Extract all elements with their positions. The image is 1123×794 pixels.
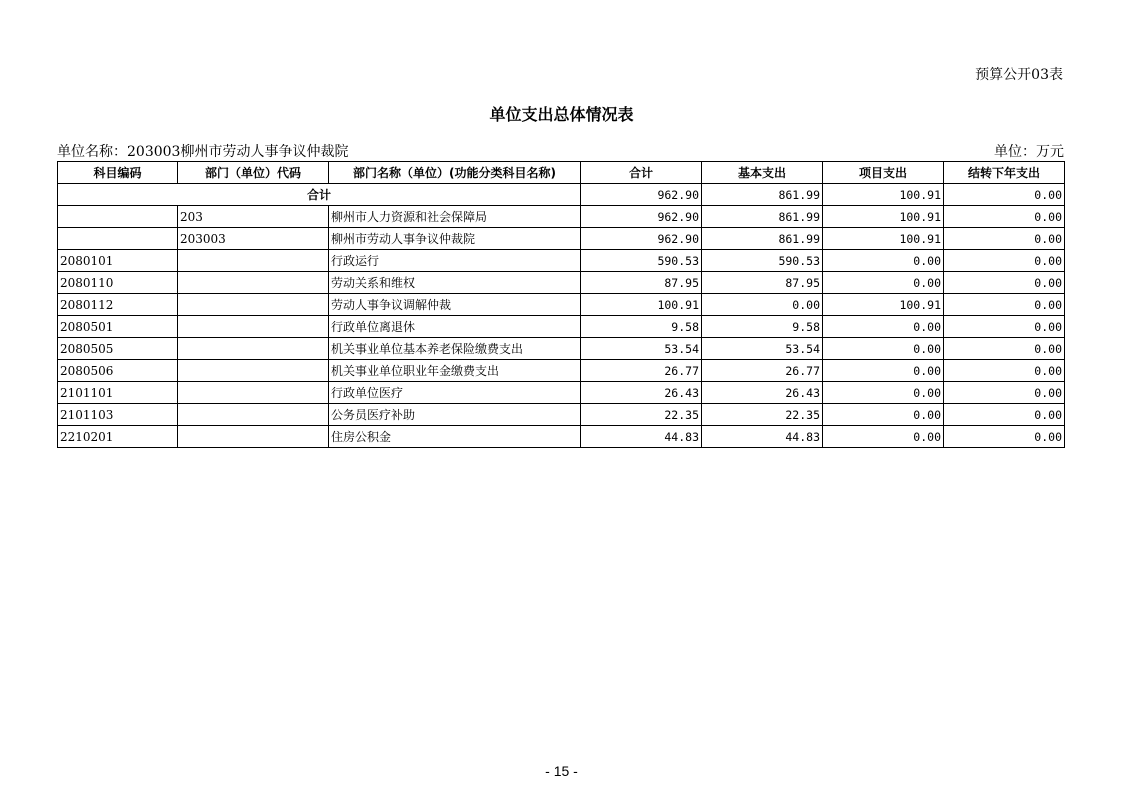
cell-subject-code: 2210201 xyxy=(58,426,178,448)
cell-carryover: 0.00 xyxy=(944,316,1065,338)
cell-total: 22.35 xyxy=(581,404,702,426)
cell-project: 0.00 xyxy=(823,338,944,360)
table-row xyxy=(58,250,1065,272)
cell-subject-code: 2080101 xyxy=(58,250,178,272)
cell-dept-code xyxy=(178,360,329,382)
cell-basic: 861.99 xyxy=(702,206,823,228)
header-dept-code: 部门（单位）代码 xyxy=(178,162,329,184)
total-row xyxy=(58,184,1065,206)
cell-dept-name: 柳州市人力资源和社会保障局 xyxy=(329,206,581,228)
cell-subject-code: 2101103 xyxy=(58,404,178,426)
cell-total: 962.90 xyxy=(581,206,702,228)
cell-total: 26.77 xyxy=(581,360,702,382)
table-row xyxy=(58,316,1065,338)
cell-carryover: 0.00 xyxy=(944,426,1065,448)
table-header-row xyxy=(58,162,1065,184)
table-row xyxy=(58,338,1065,360)
cell-basic: 9.58 xyxy=(702,316,823,338)
cell-total: 9.58 xyxy=(581,316,702,338)
cell-total: 44.83 xyxy=(581,426,702,448)
cell-basic: 22.35 xyxy=(702,404,823,426)
cell-subject-code: 2101101 xyxy=(58,382,178,404)
form-code: 预算公开03表 xyxy=(975,67,1063,83)
header-carryover: 结转下年支出 xyxy=(944,162,1065,184)
cell-carryover: 0.00 xyxy=(944,404,1065,426)
cell-basic: 861.99 xyxy=(702,228,823,250)
table-row xyxy=(58,206,1065,228)
expenditure-table xyxy=(57,161,1065,448)
cell-total: 590.53 xyxy=(581,250,702,272)
cell-subject-code: 2080506 xyxy=(58,360,178,382)
cell-carryover: 0.00 xyxy=(944,360,1065,382)
table-row xyxy=(58,294,1065,316)
cell-carryover: 0.00 xyxy=(944,338,1065,360)
cell-carryover: 0.00 xyxy=(944,382,1065,404)
cell-total: 100.91 xyxy=(581,294,702,316)
cell-basic: 590.53 xyxy=(702,250,823,272)
cell-dept-code xyxy=(178,426,329,448)
header-subject-code: 科目编码 xyxy=(58,162,178,184)
cell-dept-code xyxy=(178,382,329,404)
cell-dept-code xyxy=(178,404,329,426)
header-project: 项目支出 xyxy=(823,162,944,184)
page-number: - 15 - xyxy=(545,763,578,779)
cell-subject-code: 2080112 xyxy=(58,294,178,316)
unit-label: 单位：万元 xyxy=(994,144,1064,160)
cell-total: 962.90 xyxy=(581,228,702,250)
cell-project: 100.91 xyxy=(823,294,944,316)
cell-dept-code xyxy=(178,294,329,316)
cell-dept-code xyxy=(178,250,329,272)
cell-carryover: 0.00 xyxy=(944,228,1065,250)
cell-carryover: 0.00 xyxy=(944,294,1065,316)
cell-total: 53.54 xyxy=(581,338,702,360)
cell-basic: 53.54 xyxy=(702,338,823,360)
header-dept-name: 部门名称（单位）(功能分类科目名称) xyxy=(329,162,581,184)
cell-dept-name: 柳州市劳动人事争议仲裁院 xyxy=(329,228,581,250)
cell-dept-name: 机关事业单位基本养老保险缴费支出 xyxy=(329,338,581,360)
cell-basic: 26.77 xyxy=(702,360,823,382)
total-label: 合计 xyxy=(58,184,581,206)
cell-project: 0.00 xyxy=(823,360,944,382)
cell-subject-code: 2080110 xyxy=(58,272,178,294)
cell-dept-code xyxy=(178,316,329,338)
cell-project: 0.00 xyxy=(823,250,944,272)
header-total: 合计 xyxy=(581,162,702,184)
total-project: 100.91 xyxy=(823,184,944,206)
cell-dept-name: 住房公积金 xyxy=(329,426,581,448)
cell-dept-code xyxy=(178,272,329,294)
cell-subject-code xyxy=(58,228,178,250)
cell-basic: 87.95 xyxy=(702,272,823,294)
cell-dept-name: 行政单位医疗 xyxy=(329,382,581,404)
cell-dept-name: 机关事业单位职业年金缴费支出 xyxy=(329,360,581,382)
cell-basic: 44.83 xyxy=(702,426,823,448)
header-basic: 基本支出 xyxy=(702,162,823,184)
cell-carryover: 0.00 xyxy=(944,272,1065,294)
table-row xyxy=(58,360,1065,382)
cell-project: 0.00 xyxy=(823,426,944,448)
cell-project: 100.91 xyxy=(823,228,944,250)
cell-dept-code: 203 xyxy=(178,206,329,228)
total-carryover: 0.00 xyxy=(944,184,1065,206)
cell-dept-name: 行政运行 xyxy=(329,250,581,272)
page-title: 单位支出总体情况表 xyxy=(489,105,634,124)
cell-subject-code xyxy=(58,206,178,228)
table-row xyxy=(58,382,1065,404)
cell-subject-code: 2080501 xyxy=(58,316,178,338)
cell-subject-code: 2080505 xyxy=(58,338,178,360)
cell-project: 0.00 xyxy=(823,404,944,426)
cell-basic: 26.43 xyxy=(702,382,823,404)
cell-total: 87.95 xyxy=(581,272,702,294)
total-basic: 861.99 xyxy=(702,184,823,206)
table-row xyxy=(58,272,1065,294)
cell-dept-name: 行政单位离退休 xyxy=(329,316,581,338)
cell-dept-name: 劳动人事争议调解仲裁 xyxy=(329,294,581,316)
cell-project: 100.91 xyxy=(823,206,944,228)
total-total: 962.90 xyxy=(581,184,702,206)
cell-project: 0.00 xyxy=(823,272,944,294)
table-row xyxy=(58,228,1065,250)
cell-dept-code xyxy=(178,338,329,360)
cell-dept-name: 公务员医疗补助 xyxy=(329,404,581,426)
table-row xyxy=(58,426,1065,448)
cell-total: 26.43 xyxy=(581,382,702,404)
cell-dept-name: 劳动关系和维权 xyxy=(329,272,581,294)
cell-carryover: 0.00 xyxy=(944,250,1065,272)
cell-project: 0.00 xyxy=(823,382,944,404)
cell-project: 0.00 xyxy=(823,316,944,338)
cell-basic: 0.00 xyxy=(702,294,823,316)
cell-dept-code: 203003 xyxy=(178,228,329,250)
unit-name: 单位名称：203003柳州市劳动人事争议仲裁院 xyxy=(57,144,349,160)
table-row xyxy=(58,404,1065,426)
cell-carryover: 0.00 xyxy=(944,206,1065,228)
